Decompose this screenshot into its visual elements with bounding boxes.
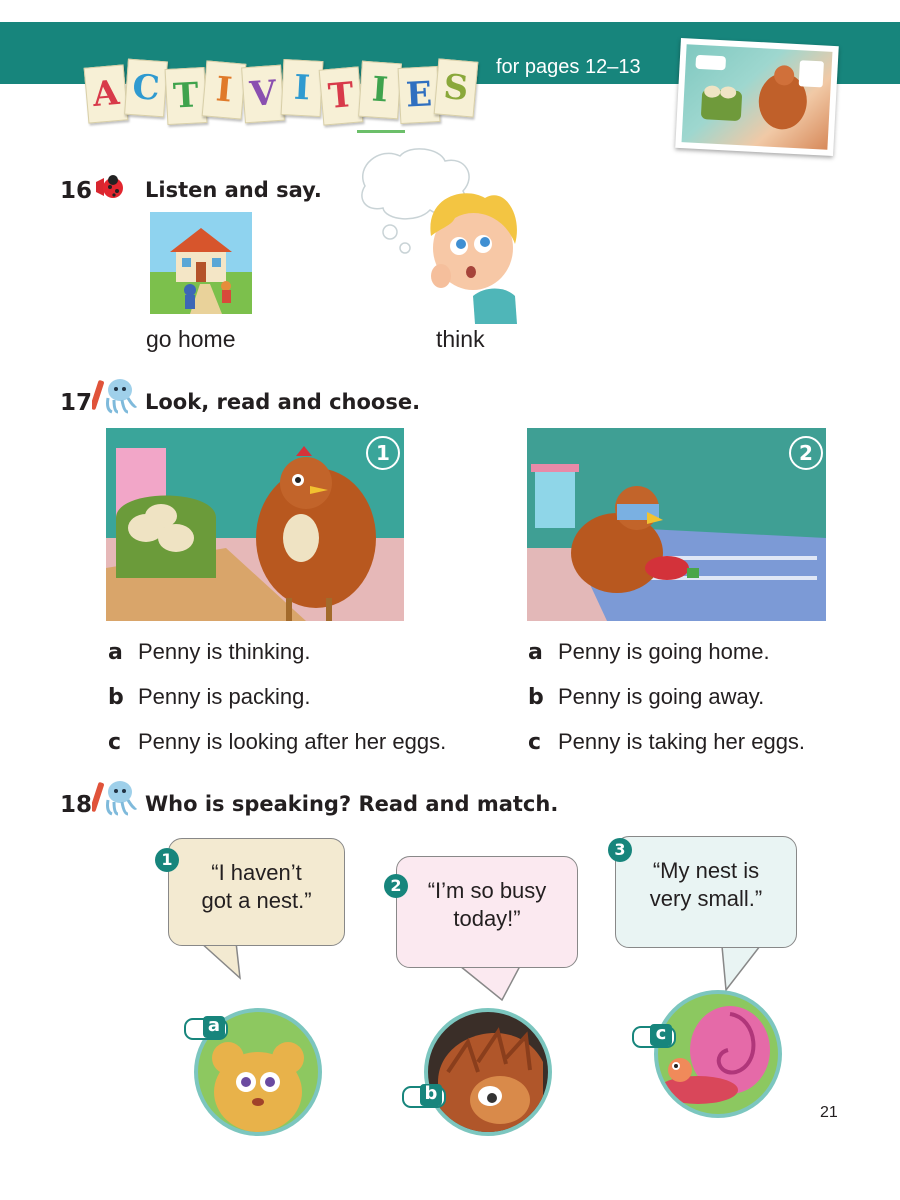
picture-1-number: 1 <box>366 436 400 470</box>
section-17-number: 17 <box>60 390 93 416</box>
animal-a-letter: a <box>203 1016 225 1038</box>
section-18-title: Who is speaking? Read and match. <box>145 792 559 816</box>
title-underline <box>357 130 405 133</box>
hedgehog-icon <box>424 1008 552 1136</box>
bubble-1-line2: got a nest.” <box>201 888 312 913</box>
word-go-home: go home <box>146 326 236 352</box>
title-letter: C <box>124 59 168 118</box>
octopus-pencil-icon <box>92 376 138 414</box>
title-letter: E <box>398 66 441 124</box>
title-letter: I <box>281 59 324 117</box>
picture-1-option-b[interactable] <box>108 684 310 710</box>
picture-2-option-b[interactable] <box>528 684 764 710</box>
section-16-title: Listen and say. <box>145 178 322 202</box>
word-think: think <box>436 326 485 352</box>
animal-b-letter: b <box>420 1084 442 1106</box>
option-letter: b <box>108 685 124 710</box>
speech-bubble-2 <box>396 856 578 968</box>
option-letter: a <box>528 640 543 665</box>
option-text: Penny is looking after her eggs. <box>138 729 447 754</box>
speech-bubble-1 <box>168 838 345 946</box>
option-letter: c <box>528 730 542 755</box>
title-letter: S <box>434 58 479 117</box>
bubble-1-line1: “I haven’t <box>211 860 302 885</box>
picture-1-option-a[interactable] <box>108 639 310 665</box>
section-17-title: Look, read and choose. <box>145 390 421 414</box>
picture-2-option-a[interactable] <box>528 639 770 665</box>
option-letter: a <box>108 640 123 665</box>
bubble-2-number: 2 <box>384 874 408 898</box>
section-18-number: 18 <box>60 792 93 818</box>
option-text: Penny is going home. <box>558 639 770 664</box>
page-number: 21 <box>820 1104 838 1121</box>
section-16-number: 16 <box>60 178 93 204</box>
title-letter: V <box>241 65 285 124</box>
title-letter: I <box>358 61 402 120</box>
story-thumbnail <box>675 38 839 156</box>
picture-2-option-c[interactable] <box>528 729 805 755</box>
bubble-2-line1: “I’m so busy <box>427 878 547 903</box>
option-text: Penny is thinking. <box>138 639 311 664</box>
octopus-pencil-icon <box>92 778 138 816</box>
picture-2-number: 2 <box>789 436 823 470</box>
title-letter: T <box>319 66 364 125</box>
title-letter: A <box>84 64 129 123</box>
bubble-3-line2: very small.” <box>649 886 763 911</box>
option-letter: c <box>108 730 122 755</box>
option-text: Penny is taking her eggs. <box>558 729 806 754</box>
picture-1 <box>106 428 404 621</box>
title-letter: I <box>202 60 247 119</box>
bubble-3-line1: “My nest is <box>652 858 760 883</box>
go-home-picture <box>150 212 252 314</box>
snail-icon <box>654 990 782 1118</box>
title-letter: T <box>165 67 208 125</box>
bubble-3-number: 3 <box>608 838 632 862</box>
option-text: Penny is packing. <box>138 684 311 709</box>
bubble-2-line2: today!” <box>453 906 521 931</box>
think-picture <box>355 146 527 324</box>
option-text: Penny is going away. <box>558 684 765 709</box>
option-letter: b <box>528 685 544 710</box>
ladybug-speaker-icon <box>94 174 124 200</box>
speech-bubble-3 <box>615 836 797 948</box>
picture-1-option-c[interactable] <box>108 729 446 755</box>
picture-2 <box>527 428 826 621</box>
pages-reference: for pages 12–13 <box>496 56 641 78</box>
bubble-1-number: 1 <box>155 848 179 872</box>
animal-c-letter: c <box>650 1024 672 1046</box>
